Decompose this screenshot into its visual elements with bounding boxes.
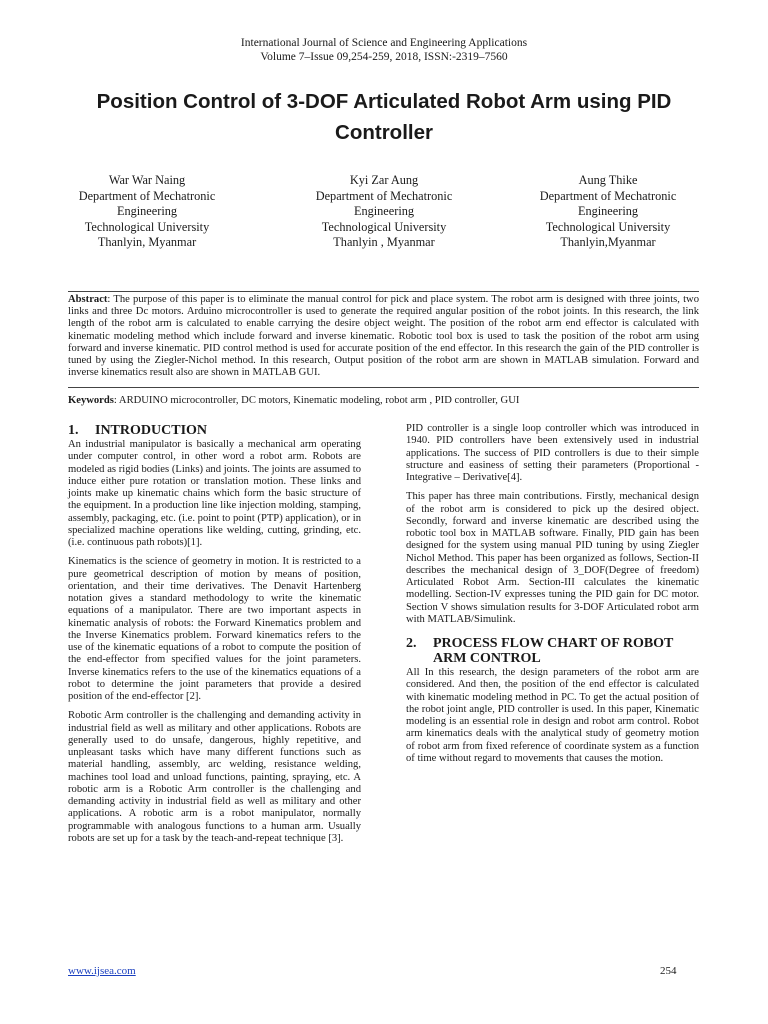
section-heading-process-flow <box>406 636 699 666</box>
author-department: Department of Mechatronic <box>315 188 453 203</box>
author-department: Department of Mechatronic <box>78 188 216 203</box>
author-3 <box>498 173 718 251</box>
author-name: War War Naing <box>108 173 186 187</box>
paper-title: Position Control of 3-DOF Articulated Robot Arm using PID Controller <box>96 90 672 144</box>
page-number: 254 <box>660 965 677 977</box>
section-heading-introduction <box>68 423 361 438</box>
section-title: INTRODUCTION <box>95 423 208 438</box>
section-number: 2. <box>406 636 417 651</box>
journal-name: International Journal of Science and Engineering Applications <box>240 37 528 49</box>
journal-header <box>0 36 768 64</box>
abstract-top-rule <box>68 291 699 292</box>
intro-paragraph-2: Kinematics is the science of geometry in motion. It is restricted to a pure geometrical description of motion by means of position, orientation, and their time derivatives. The Denavit Hartenberg notation gives a standard methodology to write the kinematic equations of a manipulator. There are two important aspects in kinematic analysis of robots: the Forward Kinematics problem and the Inverse Kinematics problem. Forward kinematics refers to the use of the kinematic equations of a robot to compute the position of the end-effector from specified values for the joint parameters. Inverse kinematics refers to the use of the kinematics equations of a robot to determine the joint parameters that provide a desired position of the end-effector [2]. <box>68 556 361 702</box>
author-name: Aung Thike <box>578 173 638 187</box>
author-2 <box>274 173 494 251</box>
author-name: Kyi Zar Aung <box>349 173 419 187</box>
author-location: Thanlyin , Myanmar <box>333 235 435 250</box>
journal-website-link[interactable]: www.ijsea.com <box>68 965 136 977</box>
intro-paragraph-4: PID controller is a single loop controller which was introduced in 1940. PID controllers have been extensively used in industrial applications. The success of PID controllers is due to their simple structure and easiness of setting their parameters (Proportional - Integrative – Derivative[4]. <box>406 423 699 483</box>
author-department-line2: Engineering <box>116 204 178 219</box>
right-column <box>406 423 699 772</box>
keywords <box>68 395 699 407</box>
author-location: Thanlyin,Myanmar <box>560 235 656 250</box>
author-department-line2: Engineering <box>353 204 415 219</box>
section-number: 1. <box>68 423 79 438</box>
intro-paragraph-5: This paper has three main contributions. Firstly, mechanical design of the robot arm is considered to pick up the desired object. Secondly, forward and inverse kinematic are described using the robotic tool box in MATLAB software. Finally, PID gain has been designed for the system using manual PID tuning by using Ziegler Nichol Method. This paper has been organized as follows, Section-II describes the mechanical design of 3_DOF(Degree of freedom) Articulated Robot Arm. Section-III calculates the kinematic modelling. Section-IV expresses tuning the PID gain for DC motor. Section V shows simulation results for 3-DOF Articulated robot arm with MATLAB/Simulink. <box>406 491 699 625</box>
author-department-line2: Engineering <box>577 204 639 219</box>
author-university: Technological University <box>545 219 671 234</box>
left-column <box>68 423 361 852</box>
intro-paragraph-3: Robotic Arm controller is the challenging and demanding activity in industrial field as well as military and other applications. Robots are generally used to do unsafe, dangerous, highly repetitive, and unpleasant tasks which have many different functions such as material handling, assembly, arc welding, resistance welding, machines tool load and unload functions, painting, spraying, etc. A robotic arm is a Robotic Arm controller is the challenging and demanding activity in industrial field as well as military and other applications. A robotic arm is a robot manipulator, normally programmable with analogous functions to a human arm. Usually robots are set up for a task by the teach-and-repeat technique [3]. <box>68 710 361 844</box>
author-university: Technological University <box>84 219 210 234</box>
author-1 <box>37 173 257 251</box>
intro-paragraph-1: An industrial manipulator is basically a mechanical arm operating under computer control, in other word a robot arm. Robots are modeled as rigid bodies (Links) and joints. The joints are assumed to induce either pure rotation or translation motion. These links and joints make up kinematic chains which form the basic structure of the equipment. In a production line like injection molding, stamping, assembly, packaging, etc. (i.e. point to point (PTP) application), or in specialized machine operations like welding, cutting, grinding, etc. (i.e. continuous path robots)[1]. <box>68 439 361 548</box>
abstract <box>68 294 699 379</box>
keywords-label: Keywords <box>68 395 114 406</box>
abstract-text: : The purpose of this paper is to eliminate the manual control for pick and place system. The robot arm is designed with three joints, two links and three Dc motors. Arduino microcontroller is used to generate the required angular position of the robot joints. In this research, the link length of the robot arm is calculated to enable carrying the desire object weight. The position of the robot arm end effector is calculated with kinematic modeling method which include forward and inverse kinematic. Robotic tool box is used to task the position of the robot arm using forward and inverse kinematic. PID control method is used for accurate position of the end effector. In this research the gain of the PID controller is tuned by using the Ziegler-Nichol method. In this research, Output position of the robot arm are shown in MATLAB simulation. Forward and inverse kinematics result also are shown in MATLAB GUI. <box>68 294 699 379</box>
abstract-bottom-rule <box>68 387 699 388</box>
section-title: PROCESS FLOW CHART OF ROBOT ARM CONTROL <box>433 636 674 666</box>
abstract-label: Abstract <box>68 294 108 305</box>
keywords-text: : ARDUINO microcontroller, DC motors, Kinematic modeling, robot arm , PID controller, GUI <box>113 395 520 406</box>
process-flow-paragraph-1: All In this research, the design parameters of the robot arm are considered. And then, the position of the end effector is calculated with kinematic modeling method in PC. To get the actual position of the robot joint angle, PID controller is used. In this paper, Kinematic modeling is an essential role in design and robot arm control. Robot arm kinematics deals with the analytical study of geometry motion of robot arm from fixed reference of coordinate system as a function of time without regard to movements that causes the motion. <box>406 667 699 764</box>
author-location: Thanlyin, Myanmar <box>97 235 197 250</box>
author-university: Technological University <box>321 219 447 234</box>
journal-volume: Volume 7–Issue 09,254-259, 2018, ISSN:-2319–7560 <box>260 51 508 63</box>
author-department: Department of Mechatronic <box>539 188 677 203</box>
